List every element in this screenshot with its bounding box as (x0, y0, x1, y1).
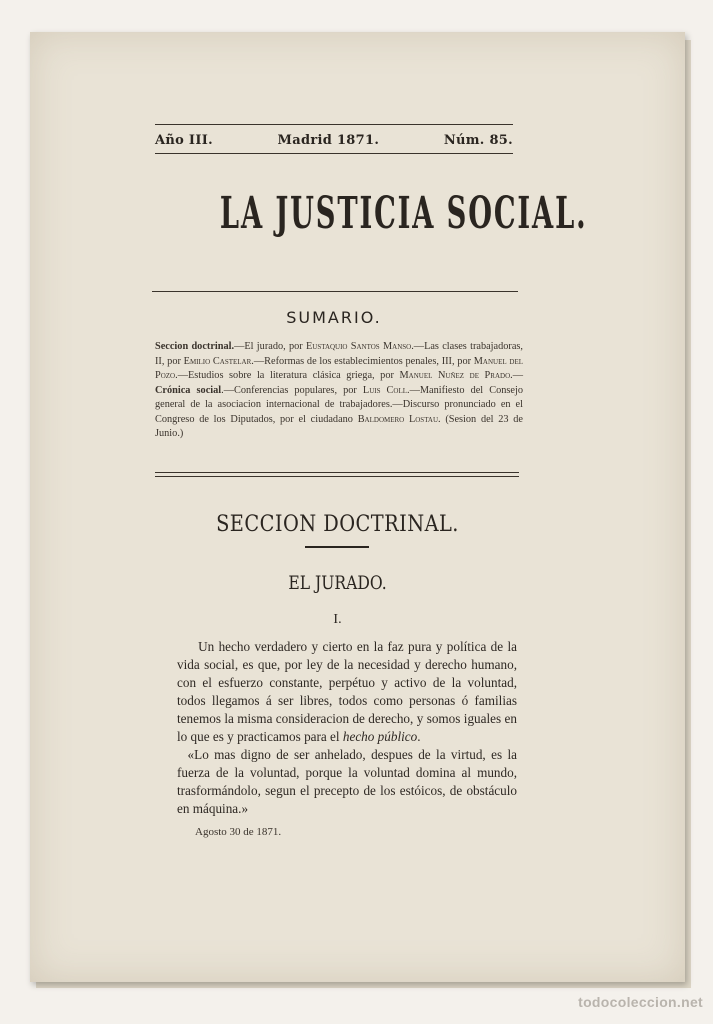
masthead-title: LA JUSTICIA SOCIAL. (219, 188, 588, 239)
issue-place-date: Madrid 1871. (277, 133, 380, 148)
summary-part: Crónica social (155, 384, 222, 396)
top-rule (155, 124, 513, 125)
article-title: EL JURADO. (288, 572, 387, 594)
summary-part: .—Conferencias populares, por (221, 384, 363, 396)
summary-double-rule (155, 472, 519, 477)
summary-part: Manuel del Pozo (155, 355, 524, 381)
summary-part: .—Las clases trabajadoras, II, por (155, 341, 523, 367)
issue-year: Año III. (155, 133, 213, 148)
newspaper-page (30, 32, 685, 982)
summary-part: Baldomero Lostau (357, 413, 439, 425)
summary-part: .— (510, 370, 523, 381)
summary-part: Emilio Castelar (183, 355, 252, 367)
summary-part: Eustaquio Santos Manso (305, 341, 412, 352)
summary-part: . (Sesion del 23 de Junio.) (155, 413, 523, 439)
masthead-rule (152, 291, 518, 292)
article-date: Agosto 30 de 1871. (195, 826, 282, 838)
summary-heading: SUMARIO. (286, 308, 382, 327)
paragraph (177, 638, 517, 746)
article-numeral: I. (333, 612, 342, 627)
italic-phrase: hecho público (342, 729, 418, 744)
folio-bottom-rule (155, 153, 513, 154)
summary-part: Seccion doctrinal. (155, 341, 235, 352)
summary-part: —El jurado, por (234, 341, 306, 352)
summary-part: .—Manifiesto del Consejo general de la asociacion internacional de trabajadores.—Discurso pronunciado en el Congreso de los Diputados, por el ciudadano (155, 384, 523, 425)
issue-number: Núm. 85. (443, 133, 513, 148)
watermark: todocoleccion.net (578, 994, 703, 1010)
summary-part: .—Reformas de los establecimientos penales, III, por (251, 355, 474, 367)
section-heading: SECCION DOCTRINAL. (216, 512, 459, 537)
summary-text (155, 340, 523, 442)
article-body (177, 638, 517, 818)
summary-part: Manuel Nuñez de Prado (399, 370, 511, 381)
paragraph-text: Un hecho verdadero y cierto en la faz pura y política de la vida social, es que, por ley de la necesidad y derecho humano, con el esfuerzo constante, perpétuo y activo de la voluntad, todos llegamos á ser libres, todos como personas ó familias tenemos la misma consideracion de derecho, y somos iguales en lo que es y practicamos para el (177, 639, 517, 744)
quote-paragraph: «Lo mas digno de ser anhelado, despues de la virtud, es la fuerza de la voluntad, porque la voluntad domina al mundo, trasformándolo, segun el precepto de los estóicos, de obstáculo en máquina.» (177, 747, 517, 816)
summary-part: .—Estudios sobre la literatura clásica griega, por (175, 370, 400, 381)
section-rule (305, 546, 369, 548)
summary-part: Luis Coll (362, 384, 408, 396)
folio-line (155, 133, 513, 148)
paragraph-end: . (417, 729, 421, 744)
